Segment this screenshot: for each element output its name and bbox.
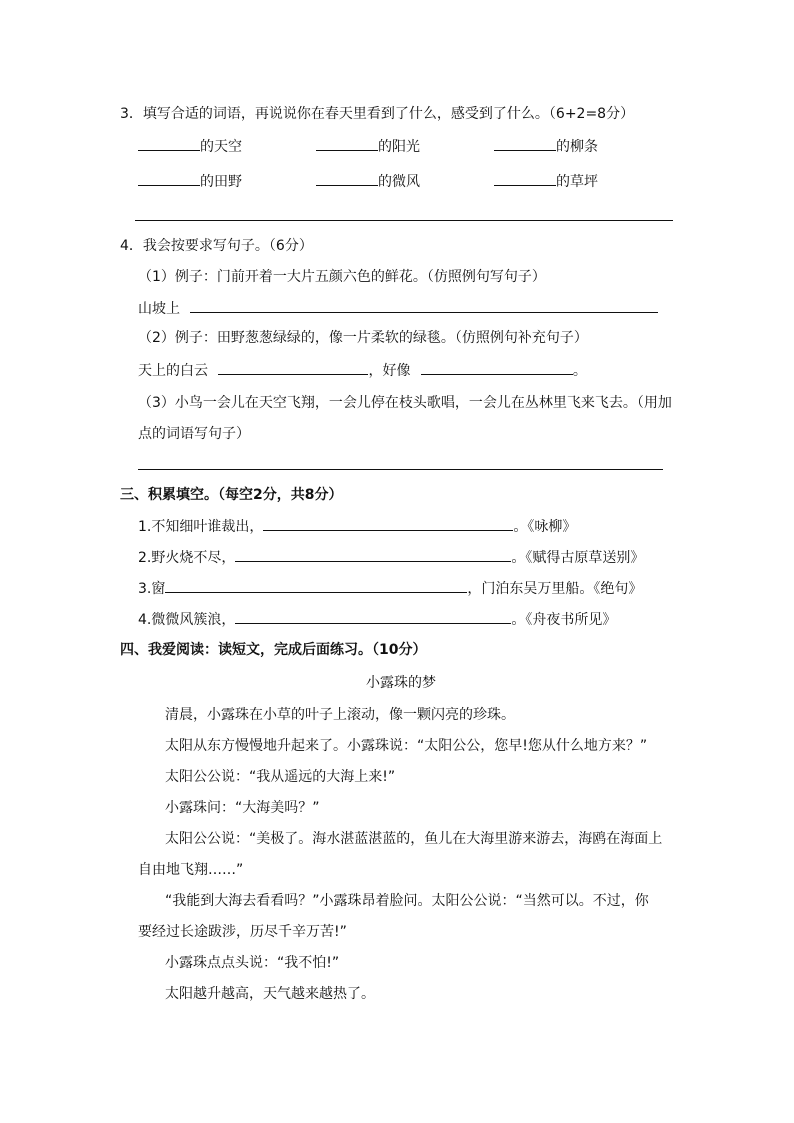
story-paragraph-line: 太阳公公说：“美极了。海水湛蓝湛蓝的，鱼儿在大海里游来游去，海鸥在海面上 bbox=[165, 831, 663, 847]
section-3-title: 三、积累填空。（每空2分，共8分） bbox=[120, 487, 343, 503]
poem-line-2: 2.野火烧不尽， 。《赋得古原草送别》 bbox=[138, 547, 644, 568]
poem-line-4: 4.微微风簇浪， 。《舟夜书所见》 bbox=[138, 609, 616, 630]
answer-blank[interactable] bbox=[138, 171, 200, 186]
story-paragraph-line: 太阳从东方慢慢地升起来了。小露珠说：“太阳公公，您早!您从什么地方来？” bbox=[165, 738, 648, 754]
fill-item: 的天空 bbox=[138, 136, 242, 157]
poem-line-1: 1.不知细叶谁裁出， 。《咏柳》 bbox=[138, 516, 576, 537]
q4-item-3-line-1: （3）小鸟一会儿在天空飞翔，一会儿停在枝头歌唱，一会儿在丛林里飞来飞去。（用加 bbox=[138, 395, 672, 411]
answer-blank[interactable] bbox=[165, 578, 467, 593]
answer-blank[interactable] bbox=[494, 171, 556, 186]
story-paragraph-line: 小露珠点点头说：“我不怕!” bbox=[165, 955, 340, 971]
fill-item: 的草坪 bbox=[494, 171, 598, 192]
answer-blank[interactable] bbox=[421, 360, 573, 375]
q4-item-2: （2）例子：田野葱葱绿绿的，像一片柔软的绿毯。（仿照例句补充句子） bbox=[138, 330, 588, 346]
q4-item-3-line-2: 点的词语写句子） bbox=[138, 426, 250, 442]
story-paragraph-line: 小露珠问：“大海美吗？” bbox=[165, 800, 320, 816]
poem-line-3: 3.窗 ，门泊东吴万里船。《绝句》 bbox=[138, 578, 642, 599]
answer-blank[interactable] bbox=[138, 136, 200, 151]
section-4-title: 四、我爱阅读：读短文，完成后面练习。（10分） bbox=[120, 642, 427, 658]
answer-blank[interactable] bbox=[190, 298, 658, 313]
story-paragraph-line: 太阳公公说：“我从遥远的大海上来!” bbox=[165, 769, 396, 785]
story-title: 小露珠的梦 bbox=[366, 675, 436, 691]
fill-item: 的田野 bbox=[138, 171, 242, 192]
story-paragraph-line: 太阳越升越高，天气越来越热了。 bbox=[165, 986, 375, 1002]
answer-blank[interactable] bbox=[316, 171, 378, 186]
q4-item-2-answer: 天上的白云 ，好像 。 bbox=[138, 360, 587, 381]
question-3-title: 3．填写合适的词语，再说说你在春天里看到了什么，感受到了什么。（6+2=8分） bbox=[120, 106, 635, 122]
answer-blank[interactable] bbox=[235, 547, 511, 562]
fill-item: 的阳光 bbox=[316, 136, 420, 157]
story-paragraph-line: 要经过长途跋涉，历尽千辛万苦!” bbox=[138, 924, 347, 940]
answer-blank[interactable] bbox=[263, 516, 513, 531]
fill-item: 的微风 bbox=[316, 171, 420, 192]
fill-item: 的柳条 bbox=[494, 136, 598, 157]
answer-line[interactable] bbox=[138, 469, 663, 470]
question-4-title: 4．我会按要求写句子。（6分） bbox=[120, 238, 313, 254]
story-paragraph-line: 自由地飞翔……” bbox=[138, 862, 244, 878]
answer-blank[interactable] bbox=[494, 136, 556, 151]
story-paragraph-line: “我能到大海去看看吗？”小露珠昂着脸问。太阳公公说：“当然可以。不过，你 bbox=[165, 893, 649, 909]
answer-blank[interactable] bbox=[316, 136, 378, 151]
q4-item-1: （1）例子：门前开着一大片五颜六色的鲜花。（仿照例句写句子） bbox=[138, 269, 546, 285]
q4-item-1-answer: 山坡上 bbox=[138, 298, 658, 319]
answer-line[interactable] bbox=[135, 220, 673, 221]
answer-blank[interactable] bbox=[218, 360, 368, 375]
story-paragraph-line: 清晨，小露珠在小草的叶子上滚动，像一颗闪亮的珍珠。 bbox=[165, 707, 515, 723]
answer-blank[interactable] bbox=[235, 609, 511, 624]
